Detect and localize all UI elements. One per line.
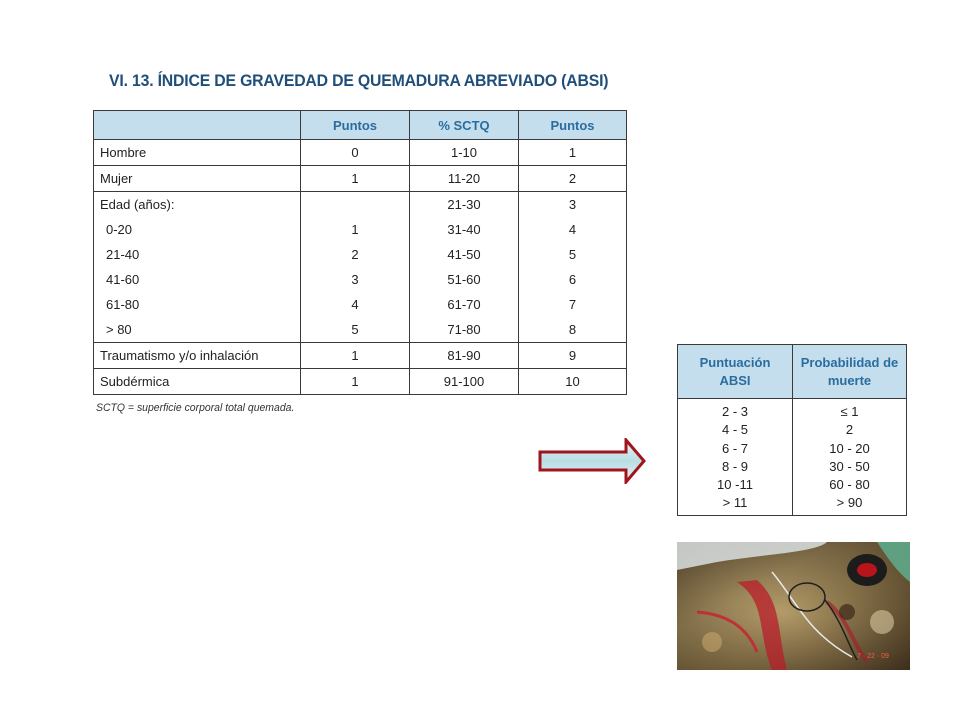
row-sctq: 11-20 (410, 166, 519, 192)
table-row (94, 317, 627, 343)
absi-scoring-table (93, 110, 627, 395)
row-sctq-points: 6 (519, 267, 627, 292)
mortality-probability-table (677, 344, 907, 516)
row-sctq-points: 4 (519, 217, 627, 242)
arrow-right-icon (538, 438, 646, 484)
row-sctq-points: 1 (519, 140, 627, 166)
probability-value: 30 - 50 (829, 458, 870, 474)
score-value: > 11 (722, 495, 748, 511)
row-points: 1 (301, 166, 410, 192)
header-sctq: % SCTQ (410, 111, 519, 140)
row-sctq-points: 5 (519, 242, 627, 267)
row-sctq-points: 7 (519, 292, 627, 317)
header-prob-line2: muerte (827, 372, 872, 388)
score-value: 8 - 9 (721, 458, 748, 474)
row-sctq: 51-60 (410, 267, 519, 292)
photo-timestamp: 7 · 22 · 09 (857, 653, 889, 660)
row-label: Subdérmica (94, 369, 301, 395)
row-sctq: 61-70 (410, 292, 519, 317)
header-death-probability (793, 345, 906, 398)
probability-value: > 90 (836, 495, 863, 511)
row-sctq-points: 10 (519, 369, 627, 395)
table-header-row (94, 111, 627, 140)
header-absi-score (678, 345, 793, 398)
table-row (94, 217, 627, 242)
probability-value: 2 (845, 422, 854, 438)
table-footnote: SCTQ = superficie corporal total quemada. (96, 402, 295, 414)
row-sctq-points: 3 (519, 192, 627, 218)
table-row (94, 140, 627, 166)
row-points: 0 (301, 140, 410, 166)
score-value: 10 -11 (717, 477, 753, 493)
row-sctq-points: 8 (519, 317, 627, 343)
table-row (94, 292, 627, 317)
burn-patient-photo (677, 542, 910, 670)
score-column (678, 399, 793, 516)
row-points: 2 (301, 242, 410, 267)
prob-table-body (678, 399, 906, 516)
table-row (94, 369, 627, 395)
table-row (94, 192, 627, 218)
header-prob-line1: Probabilidad de (800, 354, 899, 370)
header-score-line2: ABSI (719, 372, 751, 388)
row-label: 21-40 (94, 242, 301, 267)
row-sctq: 81-90 (410, 343, 519, 369)
row-sctq: 91-100 (410, 369, 519, 395)
header-puntos: Puntos (301, 111, 410, 140)
table-row (94, 166, 627, 192)
row-sctq: 21-30 (410, 192, 519, 218)
header-score-line1: Puntuación (699, 354, 771, 370)
table-row (94, 343, 627, 369)
score-value: 4 - 5 (721, 422, 748, 438)
probability-value: 60 - 80 (829, 477, 870, 493)
row-label: Hombre (94, 140, 301, 166)
row-points: 1 (301, 343, 410, 369)
row-label: 41-60 (94, 267, 301, 292)
row-sctq-points: 2 (519, 166, 627, 192)
table-row (94, 242, 627, 267)
row-label: 61-80 (94, 292, 301, 317)
probability-value: ≤ 1 (840, 404, 859, 419)
table-row (94, 267, 627, 292)
row-points: 3 (301, 267, 410, 292)
probability-column (793, 399, 906, 516)
row-label: Edad (años): (94, 192, 301, 218)
page-title: VI. 13. ÍNDICE DE GRAVEDAD DE QUEMADURA ABREVIADO (ABSI) (109, 71, 609, 90)
row-points (301, 192, 410, 218)
row-points: 1 (301, 217, 410, 242)
row-sctq: 71-80 (410, 317, 519, 343)
row-label: 0-20 (94, 217, 301, 242)
row-sctq: 41-50 (410, 242, 519, 267)
row-label: Mujer (94, 166, 301, 192)
row-sctq-points: 9 (519, 343, 627, 369)
row-points: 1 (301, 369, 410, 395)
prob-table-header (678, 345, 906, 399)
score-value: 2 - 3 (721, 404, 748, 419)
row-points: 5 (301, 317, 410, 343)
header-blank (94, 111, 301, 140)
probability-value: 10 - 20 (829, 440, 870, 456)
row-points: 4 (301, 292, 410, 317)
row-label: Traumatismo y/o inhalación (94, 343, 301, 369)
score-value: 6 - 7 (721, 440, 748, 456)
row-sctq: 31-40 (410, 217, 519, 242)
row-label: > 80 (94, 317, 301, 343)
header-puntos-sctq: Puntos (519, 111, 627, 140)
row-sctq: 1-10 (410, 140, 519, 166)
